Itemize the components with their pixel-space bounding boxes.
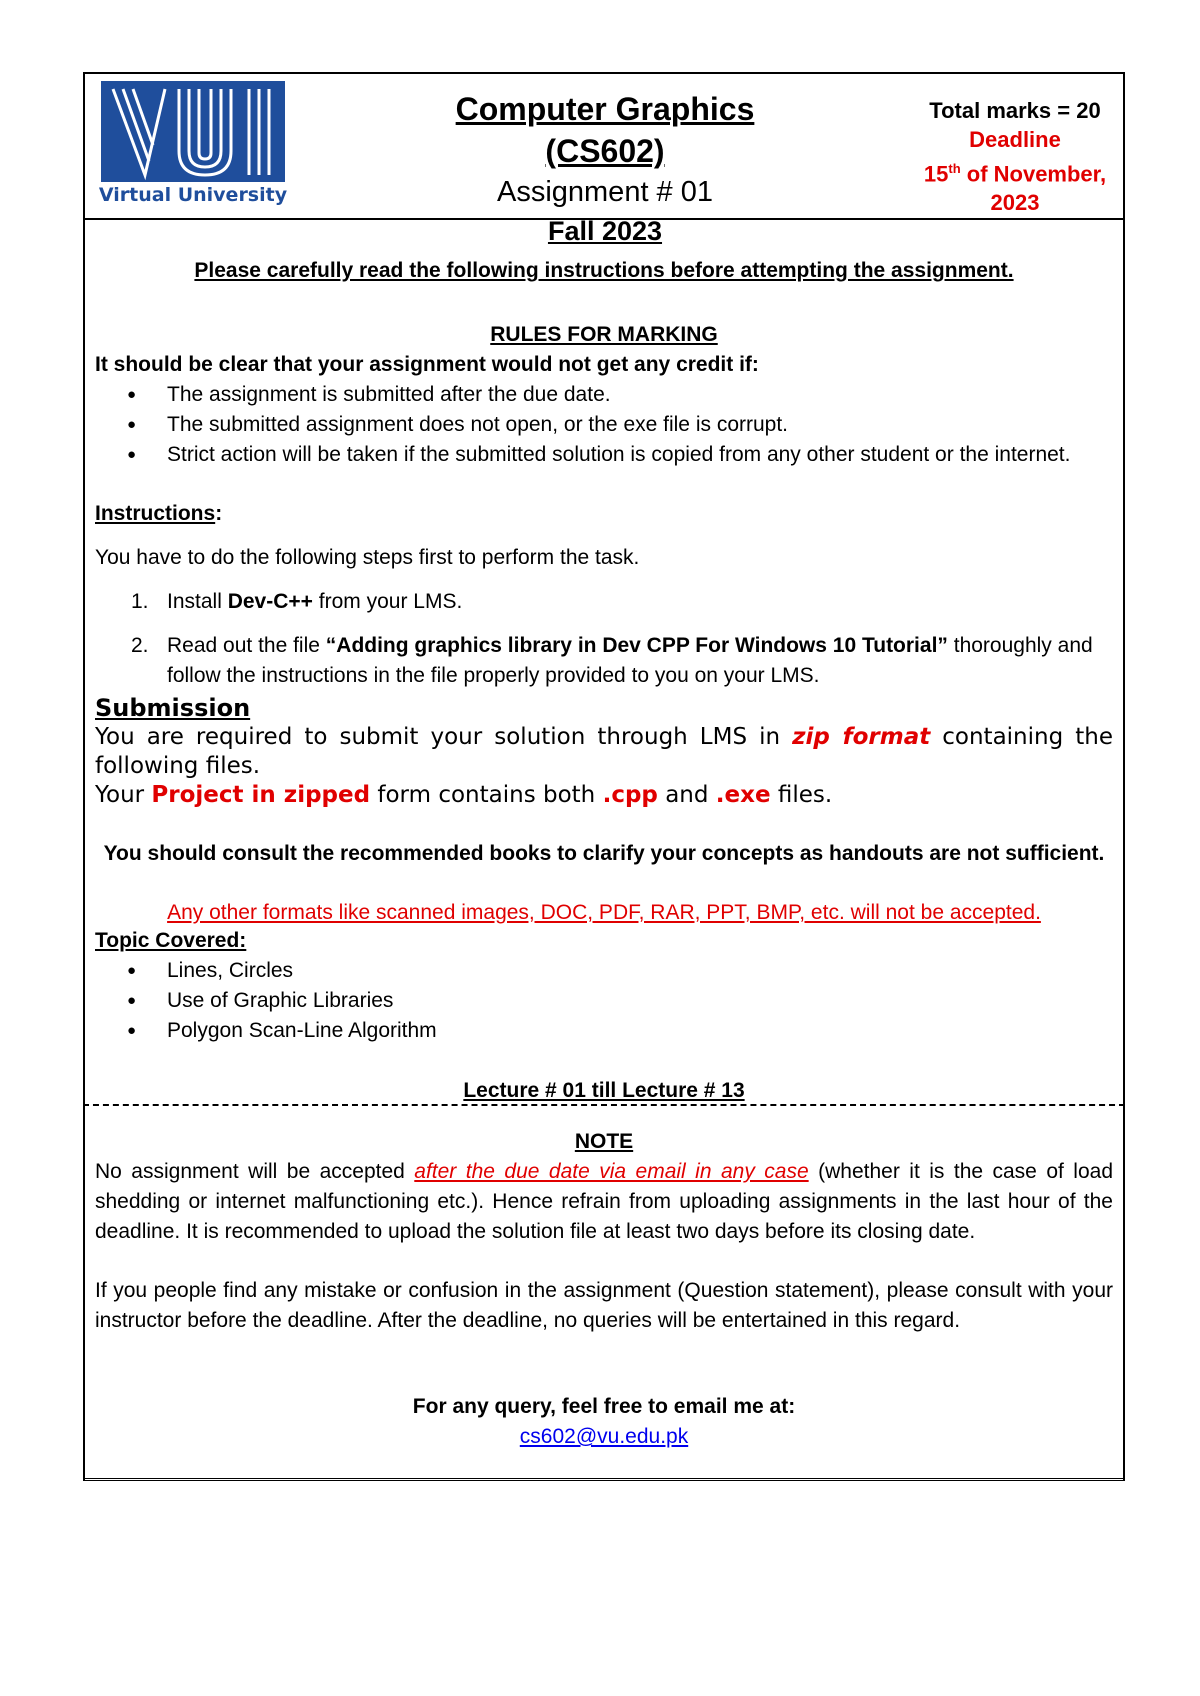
step-text-bold: “Adding graphics library in Dev CPP For Windows 10 Tutorial” xyxy=(325,634,948,657)
deadline-year: 2023 xyxy=(990,190,1040,216)
deadline-date xyxy=(905,154,1125,188)
instructions-heading xyxy=(95,499,1113,529)
term: Fall 2023 xyxy=(547,216,663,246)
step-text: from your LMS. xyxy=(312,590,463,613)
rules-lead: It should be clear that your assignment would not get any credit if: xyxy=(95,353,759,376)
books-note: You should consult the recommended books to clarify your concepts as handouts are not sufficient. xyxy=(103,842,1105,865)
step-number: 1. xyxy=(131,590,149,613)
note-paragraph xyxy=(95,1157,1113,1247)
submission-text-part: containing the following files. xyxy=(95,724,1113,779)
zip-format-highlight: zip format xyxy=(792,724,931,750)
bottom-border xyxy=(83,1478,1125,1481)
step-number: 2. xyxy=(131,634,149,657)
cpp-highlight: .cpp xyxy=(602,782,658,808)
logo-badge xyxy=(101,81,285,182)
submission-text-part: and xyxy=(657,782,716,808)
step-item xyxy=(131,587,1113,617)
deadline-month: of November, xyxy=(960,161,1107,187)
logo-caption: Virtual University xyxy=(98,184,288,206)
step-text: Install xyxy=(167,590,228,613)
contact-section xyxy=(95,1392,1113,1452)
rules-list xyxy=(95,380,1113,470)
topic-item: ● Polygon Scan-Line Algorithm xyxy=(167,1016,1113,1046)
deadline-label: Deadline xyxy=(969,127,1061,152)
contact-lead: For any query, feel free to email me at: xyxy=(412,1395,796,1418)
topics-section xyxy=(95,926,1113,1046)
lectures-range: Lecture # 01 till Lecture # 13 xyxy=(463,1079,745,1102)
submission-section xyxy=(95,693,1113,810)
rules-heading: RULES FOR MARKING xyxy=(490,323,718,346)
rules-section xyxy=(95,320,1113,470)
topic-item: ● Lines, Circles xyxy=(167,956,1113,986)
instructions-heading-colon: : xyxy=(215,502,223,525)
topics-list xyxy=(95,956,1113,1046)
vu-logo-mark xyxy=(101,81,285,182)
instructions-heading-text: Instructions xyxy=(95,502,216,525)
rule-item: ● The submitted assignment does not open, or the exe file is corrupt. xyxy=(167,410,1113,440)
rule-item: ● Strict action will be taken if the submitted solution is copied from any other student or the internet. xyxy=(167,440,1113,470)
topics-heading: Topic Covered: xyxy=(95,929,247,952)
contact-email-link[interactable]: cs602@vu.edu.pk xyxy=(519,1425,689,1448)
note-text: (whether it is the case of load shedding or internet malfunctioning etc.). Hence refrain from uploading assignments in the last hour of the deadline. It is recommended to upload the solution file at least two days before its closing date. xyxy=(95,1160,1113,1243)
rule-item: ● The assignment is submitted after the due date. xyxy=(167,380,1113,410)
instructions-steps xyxy=(95,587,1113,691)
project-zipped-highlight: Project in zipped xyxy=(151,782,371,808)
submission-files xyxy=(95,781,1113,810)
top-border xyxy=(83,72,1125,74)
instructions-lead: You have to do the following steps first to perform the task. xyxy=(95,546,640,569)
submission-text-part: form contains both xyxy=(370,782,603,808)
assignment-number: Assignment # 01 xyxy=(496,176,713,208)
deadline-day: 15 xyxy=(923,161,949,187)
note-section xyxy=(95,1127,1113,1336)
instructions-section xyxy=(95,499,1113,691)
step-text: Read out the file xyxy=(167,634,326,657)
instructions-notice: Please carefully read the following instructions before attempting the assignment. xyxy=(194,259,1014,282)
due-date-warning: after the due date via email in any case xyxy=(414,1160,809,1183)
step-text: thoroughly and follow the instructions in the file properly provided to you on your LMS. xyxy=(167,634,1093,687)
exe-highlight: .exe xyxy=(715,782,771,808)
step-item xyxy=(131,631,1113,691)
submission-text-part: You are required to submit your solution through LMS in xyxy=(95,724,793,750)
submission-heading: Submission xyxy=(95,694,251,722)
topic-item: ● Use of Graphic Libraries xyxy=(167,986,1113,1016)
step-text-bold: Dev-C++ xyxy=(227,590,313,613)
course-title: Computer Graphics (CS602) xyxy=(455,91,755,169)
deadline-sup: th xyxy=(948,161,961,176)
formats-warning: Any other formats like scanned images, DOC, PDF, RAR, PPT, BMP, etc. will not be accepted. xyxy=(167,901,1041,924)
submission-text xyxy=(95,723,1113,781)
submission-text-part: Your xyxy=(95,782,152,808)
vu-logo xyxy=(98,78,288,214)
marks-deadline-block xyxy=(905,96,1125,217)
note-paragraph-2: If you people find any mistake or confusion in the assignment (Question statement), please consult with your instructor before the deadline. After the deadline, no queries will be entertained in this regard. xyxy=(95,1279,1113,1332)
total-marks: Total marks = 20 xyxy=(929,98,1101,123)
note-text: No assignment will be accepted xyxy=(95,1160,415,1183)
submission-text-part: files. xyxy=(770,782,833,808)
title-block xyxy=(400,88,810,250)
note-heading: NOTE xyxy=(574,1130,634,1153)
